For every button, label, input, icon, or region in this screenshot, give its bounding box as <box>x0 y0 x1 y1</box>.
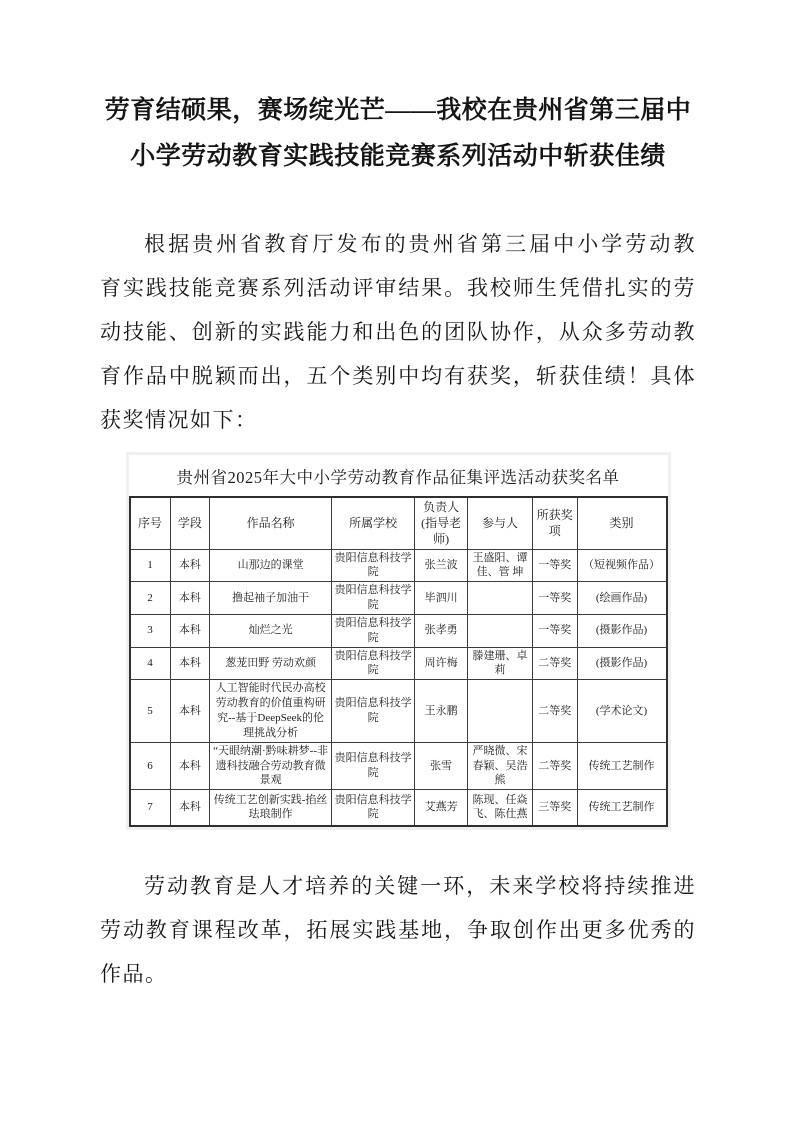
cell-leader: 张雪 <box>415 742 468 790</box>
cell-leader: 张兰波 <box>415 549 468 582</box>
awards-table-figure <box>126 452 671 830</box>
intro-paragraph-line: 育实践技能竞赛系列活动评审结果。我校师生凭借扎实的劳 <box>100 276 696 300</box>
cell-award: 二等奖 <box>532 742 577 790</box>
cell-stage: 本科 <box>170 614 210 647</box>
table-row <box>130 680 667 742</box>
cell-award: 一等奖 <box>532 582 577 615</box>
cell-seq: 7 <box>130 790 171 826</box>
table-row <box>130 790 667 826</box>
cell-work: “天眼纳潮·黔味耕梦--非遗科技融合劳动教育微景观 <box>210 742 332 790</box>
cell-leader: 艾燕芳 <box>415 790 468 826</box>
table-row <box>130 742 667 790</box>
closing-paragraph-line: 作品。 <box>100 961 168 986</box>
cell-stage: 本科 <box>170 742 210 790</box>
closing-paragraph-line: 劳动教育课程改革，拓展实践基地，争取创作出更多优秀的 <box>100 917 696 942</box>
cell-leader: 张孝勇 <box>415 614 468 647</box>
cell-school: 贵阳信息科技学院 <box>331 582 414 615</box>
cell-stage: 本科 <box>170 680 210 742</box>
cell-school: 贵阳信息科技学院 <box>331 549 414 582</box>
cell-category: (摄影作品) <box>577 614 666 647</box>
cell-participants <box>468 680 533 742</box>
document-title <box>100 88 696 180</box>
cell-work: 灿烂之光 <box>210 614 332 647</box>
cell-participants: 滕建珊、卓 莉 <box>468 647 533 680</box>
col-header-award: 所获奖项 <box>532 497 577 549</box>
col-header-seq: 序号 <box>130 497 171 549</box>
table-row <box>130 647 667 680</box>
cell-participants <box>468 614 533 647</box>
cell-stage: 本科 <box>170 549 210 582</box>
table-row <box>130 582 667 615</box>
document-title-line-1: 劳育结硕果，赛场绽光芒——我校在贵州省第三届中 <box>104 97 692 124</box>
col-header-leader: 负责人(指导老师) <box>415 497 468 549</box>
cell-award: 二等奖 <box>532 680 577 742</box>
cell-seq: 4 <box>130 647 171 680</box>
awards-table-title: 贵州省2025年大中小学劳动教育作品征集评选活动获奖名单 <box>129 455 668 496</box>
cell-participants: 严晓微、宋春颖、吴浩熊 <box>468 742 533 790</box>
col-header-work: 作品名称 <box>210 497 332 549</box>
cell-work: 人工智能时代民办高校劳动教育的价值重构研究--基于DeepSeek的伦理挑战分析 <box>210 680 332 742</box>
cell-category: (绘画作品) <box>577 582 666 615</box>
cell-stage: 本科 <box>170 582 210 615</box>
cell-school: 贵阳信息科技学院 <box>331 647 414 680</box>
cell-work: 撸起袖子加油干 <box>210 582 332 615</box>
cell-seq: 5 <box>130 680 171 742</box>
cell-category: （短视频作品） <box>577 549 666 582</box>
col-header-stage: 学段 <box>170 497 210 549</box>
cell-category: 传统工艺制作 <box>577 742 666 790</box>
cell-seq: 2 <box>130 582 171 615</box>
cell-work: 葱茏田野 劳动欢颜 <box>210 647 332 680</box>
cell-school: 贵阳信息科技学院 <box>331 680 414 742</box>
table-row <box>130 614 667 647</box>
col-header-category: 类别 <box>577 497 666 549</box>
cell-participants: 王盛阳、谭 佳、管 坤 <box>468 549 533 582</box>
cell-participants: 陈现、任焱飞、陈仕燕 <box>468 790 533 826</box>
cell-work: 山那边的课堂 <box>210 549 332 582</box>
cell-category: (学术论文) <box>577 680 666 742</box>
table-row <box>130 549 667 582</box>
awards-table-inner <box>129 455 668 827</box>
cell-seq: 1 <box>130 549 171 582</box>
cell-award: 二等奖 <box>532 647 577 680</box>
closing-paragraph-line: 劳动教育是人才培养的关键一环，未来学校将持续推进 <box>144 873 696 898</box>
cell-award: 一等奖 <box>532 614 577 647</box>
cell-school: 贵阳信息科技学院 <box>331 742 414 790</box>
intro-paragraph-line: 育作品中脱颖而出，五个类别中均有获奖，斩获佳绩！具体 <box>100 364 696 388</box>
cell-category: (摄影作品) <box>577 647 666 680</box>
col-header-school: 所属学校 <box>331 497 414 549</box>
intro-paragraph-line: 动技能、创新的实践能力和出色的团队协作，从众多劳动教 <box>100 320 696 344</box>
cell-stage: 本科 <box>170 647 210 680</box>
cell-school: 贵阳信息科技学院 <box>331 614 414 647</box>
cell-leader: 毕泗川 <box>415 582 468 615</box>
cell-seq: 6 <box>130 742 171 790</box>
cell-category: 传统工艺制作 <box>577 790 666 826</box>
cell-school: 贵阳信息科技学院 <box>331 790 414 826</box>
col-header-participants: 参与人 <box>468 497 533 549</box>
document-title-line-2: 小学劳动教育实践技能竞赛系列活动中斩获佳绩 <box>130 143 666 170</box>
closing-paragraph <box>100 864 696 996</box>
cell-work: 传统工艺创新实践-掐丝珐琅制作 <box>210 790 332 826</box>
intro-paragraph <box>100 222 696 442</box>
cell-participants <box>468 582 533 615</box>
awards-table <box>129 496 668 827</box>
cell-award: 三等奖 <box>532 790 577 826</box>
intro-paragraph-line: 获奖情况如下： <box>100 408 258 432</box>
intro-paragraph-line: 根据贵州省教育厅发布的贵州省第三届中小学劳动教 <box>144 232 696 256</box>
cell-award: 一等奖 <box>532 549 577 582</box>
cell-leader: 王永鹏 <box>415 680 468 742</box>
cell-leader: 周许梅 <box>415 647 468 680</box>
table-header-row <box>130 497 667 549</box>
cell-stage: 本科 <box>170 790 210 826</box>
cell-seq: 3 <box>130 614 171 647</box>
